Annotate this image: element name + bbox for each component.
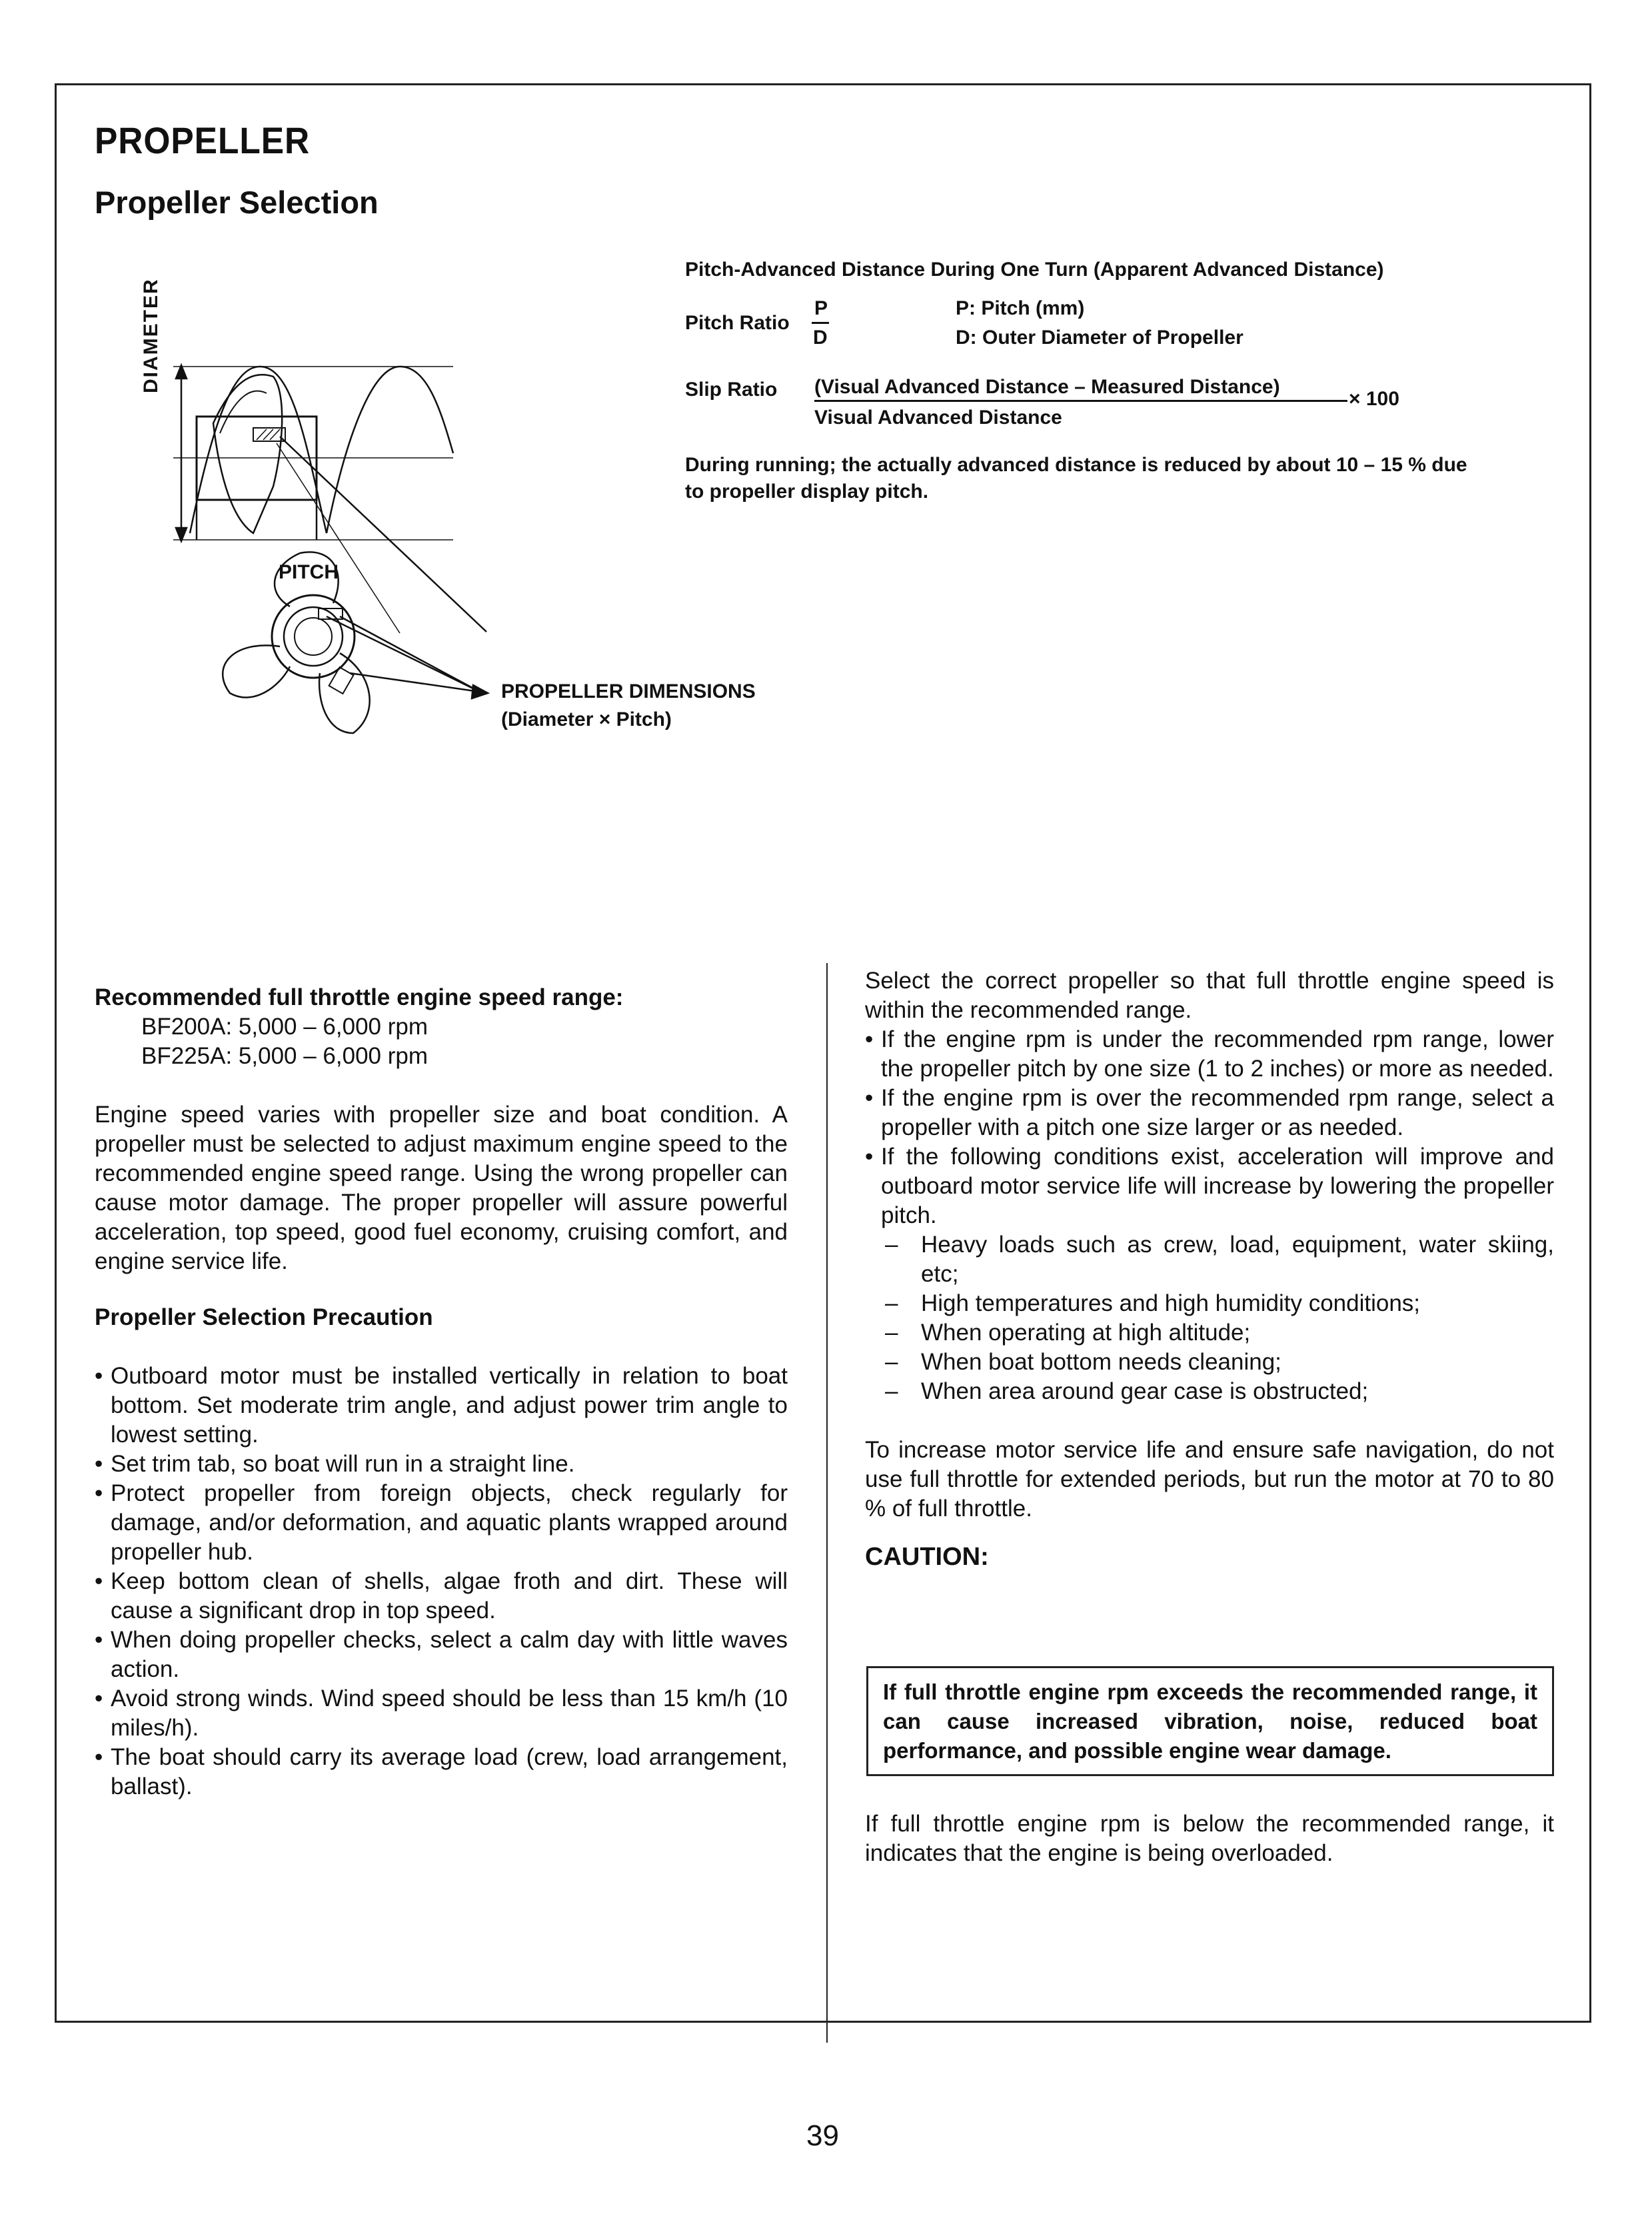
propeller-dimensions-label: PROPELLER DIMENSIONS — [501, 680, 756, 702]
list-item: – Heavy loads such as crew, load, equipment, water skiing, etc; — [885, 1230, 1554, 1289]
pitch-definition: P: Pitch (mm) — [956, 297, 1085, 319]
below-range-paragraph: If full throttle engine rpm is below the recommended range, it indicates that the engine is being overloaded. — [865, 1811, 1554, 1866]
list-item: • When doing propeller checks, select a calm day with little waves action. — [95, 1626, 788, 1684]
list-item: • The boat should carry its average load (crew, load arrangement, ballast). — [95, 1743, 788, 1801]
list-item: • Set trim tab, so boat will run in a straight line. — [95, 1450, 788, 1479]
list-item: • Keep bottom clean of shells, algae froth and dirt. These will cause a significant drop in top speed. — [95, 1567, 788, 1626]
engine-speed-paragraph: Engine speed varies with propeller size and boat condition. A propeller must be selected to adjust maximum engine speed to the recommended engine speed range. Using the wrong propeller can cause motor damage. The proper propeller will assure powerful acceleration, top speed, good fuel economy, cruising comfort, and engine service life. — [95, 1102, 788, 1274]
conditions-list — [865, 1230, 1554, 1406]
pitch-ratio-numerator: P — [814, 297, 828, 319]
caution-box — [866, 1666, 1554, 1776]
list-item: – When boat bottom needs cleaning; — [885, 1348, 1554, 1377]
list-item: • If the engine rpm is under the recommended rpm range, lower the propeller pitch by one size (1 to 2 inches) or more as needed. — [865, 1025, 1554, 1084]
list-item: • Avoid strong winds. Wind speed should be less than 15 km/h (10 miles/h). — [95, 1684, 788, 1743]
recommended-range-bf200a: BF200A: 5,000 – 6,000 rpm — [141, 1014, 428, 1040]
recommended-range-bf225a: BF225A: 5,000 – 6,000 rpm — [141, 1043, 428, 1069]
slip-ratio-label: Slip Ratio — [685, 379, 778, 401]
propeller-dimensions-sub: (Diameter × Pitch) — [501, 708, 672, 730]
diameter-label: DIAMETER — [140, 278, 162, 393]
running-note: During running; the actually advanced distance is reduced by about 10 – 15 % due to propeller display pitch. — [685, 454, 1467, 503]
recommended-range-heading: Recommended full throttle engine speed range: — [95, 984, 624, 1010]
pitch-label: PITCH — [279, 561, 339, 583]
pitch-ratio-bar — [812, 322, 829, 324]
list-item: – High temperatures and high humidity conditions; — [885, 1289, 1554, 1318]
caution-title: CAUTION: — [865, 1543, 989, 1571]
service-life-paragraph: To increase motor service life and ensure safe navigation, do not use full throttle for extended periods, but run the motor at 70 to 80 % of full throttle. — [865, 1437, 1554, 1522]
list-item: • If the following conditions exist, acceleration will improve and outboard motor service life will increase by lowering the propeller pitch. — [865, 1142, 1554, 1230]
page-title: PROPELLER — [95, 119, 311, 161]
pitch-ratio-denominator: D — [813, 327, 828, 349]
left-column — [95, 983, 788, 1801]
list-item: • Protect propeller from foreign objects, check regularly for damage, and/or deformation, and aquatic plants wrapped around propeller hub. — [95, 1479, 788, 1567]
column-divider — [826, 963, 828, 2043]
slip-ratio-numerator: (Visual Advanced Distance – Measured Distance) — [814, 376, 1280, 398]
list-item: • If the engine rpm is over the recommended rpm range, select a propeller with a pitch one size larger or as needed. — [865, 1084, 1554, 1142]
pitch-advanced-text: Pitch-Advanced Distance During One Turn (Apparent Advanced Distance) — [685, 259, 1384, 281]
propeller-diagram — [120, 353, 786, 786]
list-item: • Outboard motor must be installed vertically in relation to boat bottom. Set moderate trim angle, and adjust power trim angle to lowest setting. — [95, 1362, 788, 1450]
pitch-ratio-label: Pitch Ratio — [685, 312, 790, 334]
section-subtitle: Propeller Selection — [95, 185, 379, 220]
list-item: – When area around gear case is obstructed; — [885, 1377, 1554, 1406]
precaution-heading: Propeller Selection Precaution — [95, 1304, 433, 1330]
precaution-list — [95, 1362, 788, 1801]
page-number: 39 — [806, 2119, 839, 2152]
slip-ratio-bar — [814, 400, 1347, 402]
rpm-adjust-list — [865, 1025, 1554, 1230]
list-item: – When operating at high altitude; — [885, 1318, 1554, 1348]
slip-ratio-denominator: Visual Advanced Distance — [814, 407, 1062, 429]
right-column — [865, 966, 1554, 1572]
caution-text: If full throttle engine rpm exceeds the recommended range, it can cause increased vibration, noise, reduced boat performance, and possible engine wear damage. — [883, 1679, 1537, 1763]
select-propeller-intro: Select the correct propeller so that full throttle engine speed is within the recommended range. — [865, 968, 1554, 1023]
diameter-definition: D: Outer Diameter of Propeller — [956, 327, 1243, 349]
slip-ratio-multiplier: × 100 — [1349, 388, 1399, 410]
